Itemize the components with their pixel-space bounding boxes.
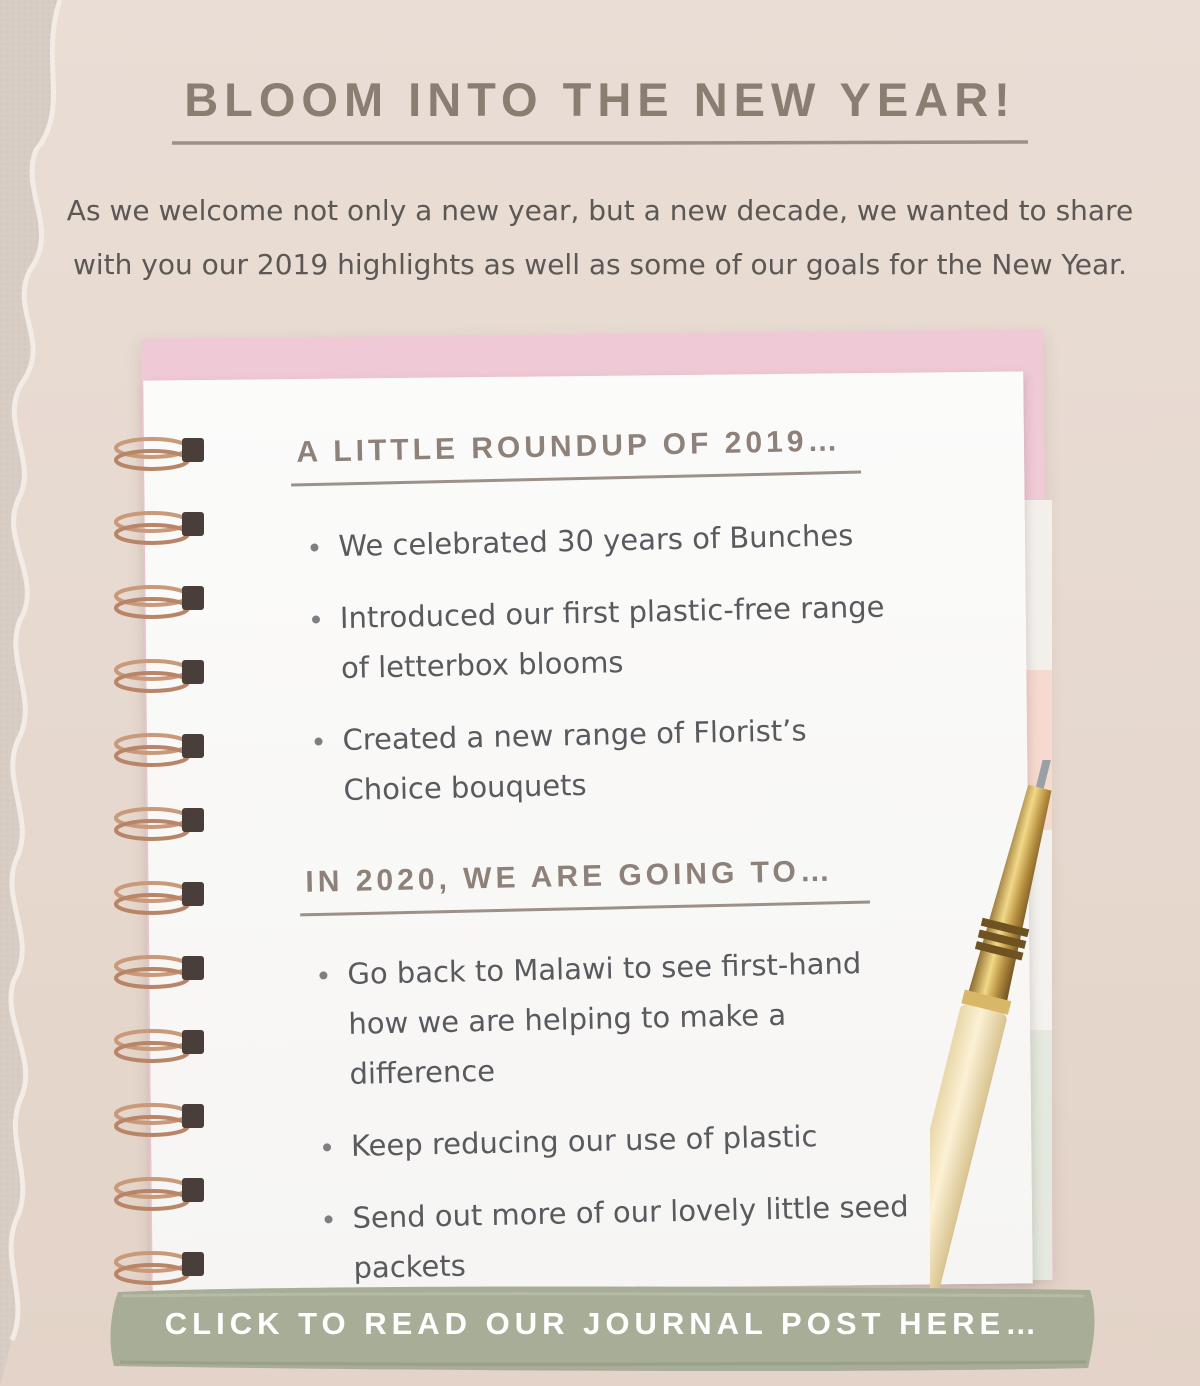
goals-underline (300, 900, 870, 917)
roundup-heading: A LITTLE ROUNDUP OF 2019… (296, 424, 842, 469)
roundup-item-3: Created a new range of Florist’s Choice bouquets (312, 703, 904, 815)
cta-label: CLICK TO READ OUR JOURNAL POST HERE… (164, 1306, 1042, 1341)
page-headline: BLOOM INTO THE NEW YEAR! (184, 73, 1016, 126)
spiral-binding (108, 430, 228, 1290)
roundup-list (308, 509, 904, 837)
goals-item-1: Go back to Malawi to see first-hand how we are helping to make a difference (317, 937, 910, 1099)
goals-list (317, 937, 915, 1315)
intro-paragraph (60, 184, 1140, 292)
roundup-underline (291, 470, 861, 487)
pen-illustration (930, 760, 1100, 1320)
goals-item-2: Keep reducing our use of plastic (320, 1109, 911, 1171)
notebook-content (290, 417, 947, 1285)
read-journal-post-button[interactable] (108, 1284, 1098, 1372)
intro-line-2: with you our 2019 highlights as well as some of our goals for the New Year. (72, 248, 1128, 281)
intro-line-1: As we welcome not only a new year, but a new decade, we wanted to share (66, 194, 1134, 227)
roundup-item-1: We celebrated 30 years of Bunches (308, 509, 899, 571)
headline-underline (172, 140, 1028, 146)
goals-heading: IN 2020, WE ARE GOING TO… (305, 854, 835, 899)
roundup-item-2: Introduced our first plastic-free range of letterbox blooms (309, 581, 901, 693)
goals-item-3: Send out more of our lovely little seed packets (322, 1181, 914, 1293)
